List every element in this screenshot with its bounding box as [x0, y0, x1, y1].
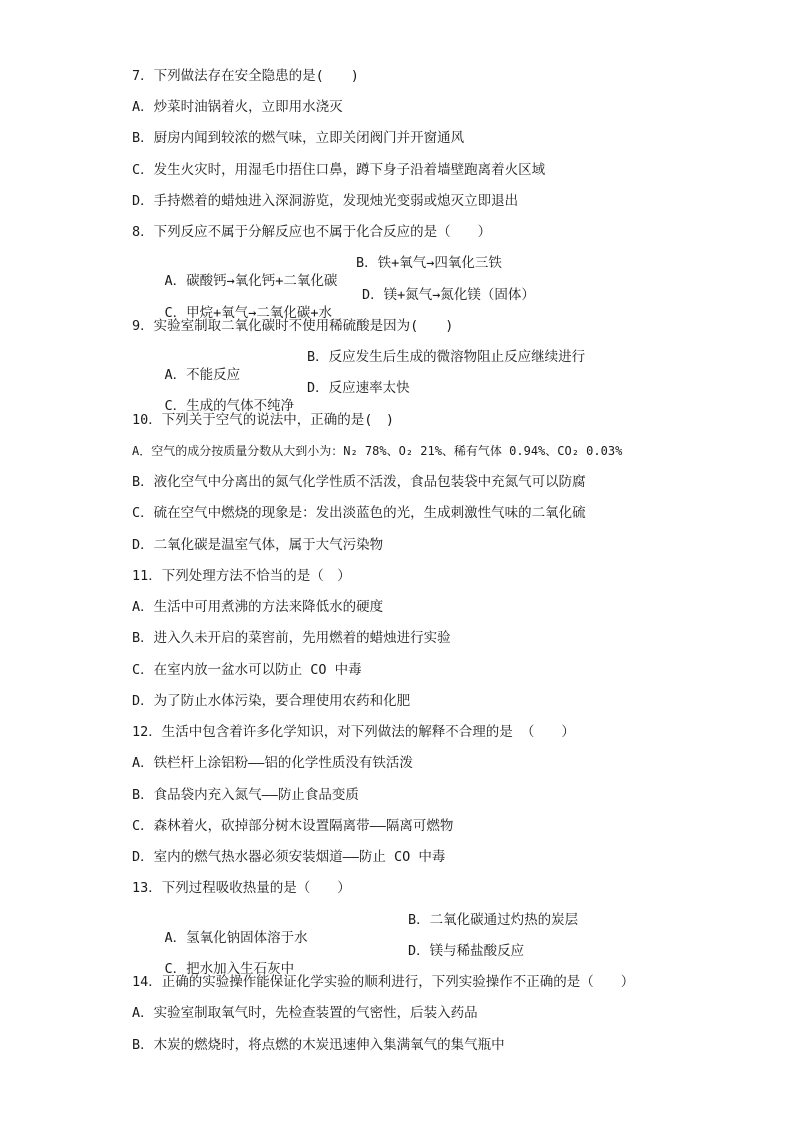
question-9-option-c: C．生成的气体不纯净 [164, 398, 295, 414]
question-13-stem: 13．下列过程吸收热量的是（ ） [132, 880, 351, 896]
question-9-option-b: B．反应发生后生成的微溶物阻止反应继续进行 [307, 349, 586, 365]
question-8-option-b: B．铁+氧气→四氧化三铁 [356, 255, 502, 271]
question-11-option-c: C．在室内放一盆水可以防止 CO 中毒 [132, 662, 362, 678]
question-12-stem: 12．生活中包含着许多化学知识，对下列做法的解释不合理的是 （ ） [132, 724, 575, 740]
question-11-option-a: A．生活中可用煮沸的方法来降低水的硬度 [132, 599, 384, 615]
question-7-option-d: D．手持燃着的蜡烛进入深洞游览，发现烛光变弱或熄灭立即退出 [132, 193, 519, 209]
question-10-option-a-text: A．空气的成分按质量分数从大到小为：N₂ 78%、O₂ 21%、稀有气体 0.94%、CO₂ 0.03% [132, 444, 623, 458]
question-7-option-b: B．厨房内闻到较浓的燃气味，立即关闭阀门并开窗通风 [132, 130, 465, 146]
question-9-stem: 9．实验室制取二氧化碳时不使用稀硫酸是因为( ) [132, 318, 454, 334]
question-10-stem: 10．下列关于空气的说法中，正确的是( ) [132, 412, 395, 428]
question-11-stem: 11．下列处理方法不恰当的是（ ） [132, 568, 351, 584]
question-13-option-d: D．镁与稀盐酸反应 [408, 943, 525, 959]
question-7-option-c: C．发生火灾时，用湿毛巾捂住口鼻，蹲下身子沿着墙壁跑离着火区域 [132, 162, 546, 178]
question-14-option-b: B．木炭的燃烧时，将点燃的木炭迅速伸入集满氧气的集气瓶中 [132, 1037, 505, 1053]
question-10-option-b: B．液化空气中分离出的氮气化学性质不活泼，食品包装袋中充氮气可以防腐 [132, 474, 586, 490]
question-8-option-a: A．碳酸钙→氧化钙+二氧化碳 [164, 273, 338, 289]
question-10-option-d: D．二氧化碳是温室气体，属于大气污染物 [132, 537, 384, 553]
question-9-option-a: A．不能反应 [164, 367, 241, 383]
question-12-option-d: D．室内的燃气热水器必须安装烟道——防止 CO 中毒 [132, 849, 446, 865]
question-10-option-c: C．硫在空气中燃烧的现象是：发出淡蓝色的光，生成刺激性气味的二氧化硫 [132, 505, 586, 521]
question-13-option-a: A．氢氧化钠固体溶于水 [164, 930, 308, 946]
question-8-option-c: C．甲烷+氧气→二氧化碳+水 [164, 305, 333, 321]
question-14-stem: 14．正确的实验操作能保证化学实验的顺利进行，下列实验操作不正确的是（ ） [132, 974, 635, 990]
question-7-option-a: A．炒菜时油锅着火，立即用水浇灭 [132, 99, 343, 115]
question-12-option-c: C．森林着火，砍掉部分树木设置隔离带——隔离可燃物 [132, 818, 454, 834]
question-8-stem: 8．下列反应不属于分解反应也不属于化合反应的是（ ） [132, 224, 492, 240]
question-13-option-c: C．把水加入生石灰中 [164, 961, 295, 977]
question-14-option-a: A．实验室制取氧气时，先检查装置的气密性，后装入药品 [132, 1005, 478, 1021]
question-12-option-a: A．铁栏杆上涂铝粉——铝的化学性质没有铁活泼 [132, 755, 413, 771]
question-8-option-d: D．镁+氮气→氮化镁（固体） [362, 287, 535, 303]
question-7-stem: 7．下列做法存在安全隐患的是( ) [132, 68, 359, 84]
question-10-option-a [132, 442, 622, 460]
question-11-option-b: B．进入久未开启的菜窖前，先用燃着的蜡烛进行实验 [132, 630, 451, 646]
question-12-option-b: B．食品袋内充入氮气——防止食品变质 [132, 787, 359, 803]
question-9-option-d: D．反应速率太快 [307, 380, 410, 396]
question-13-option-b: B．二氧化碳通过灼热的炭层 [408, 912, 579, 928]
question-11-option-d: D．为了防止水体污染，要合理使用农药和化肥 [132, 693, 411, 709]
